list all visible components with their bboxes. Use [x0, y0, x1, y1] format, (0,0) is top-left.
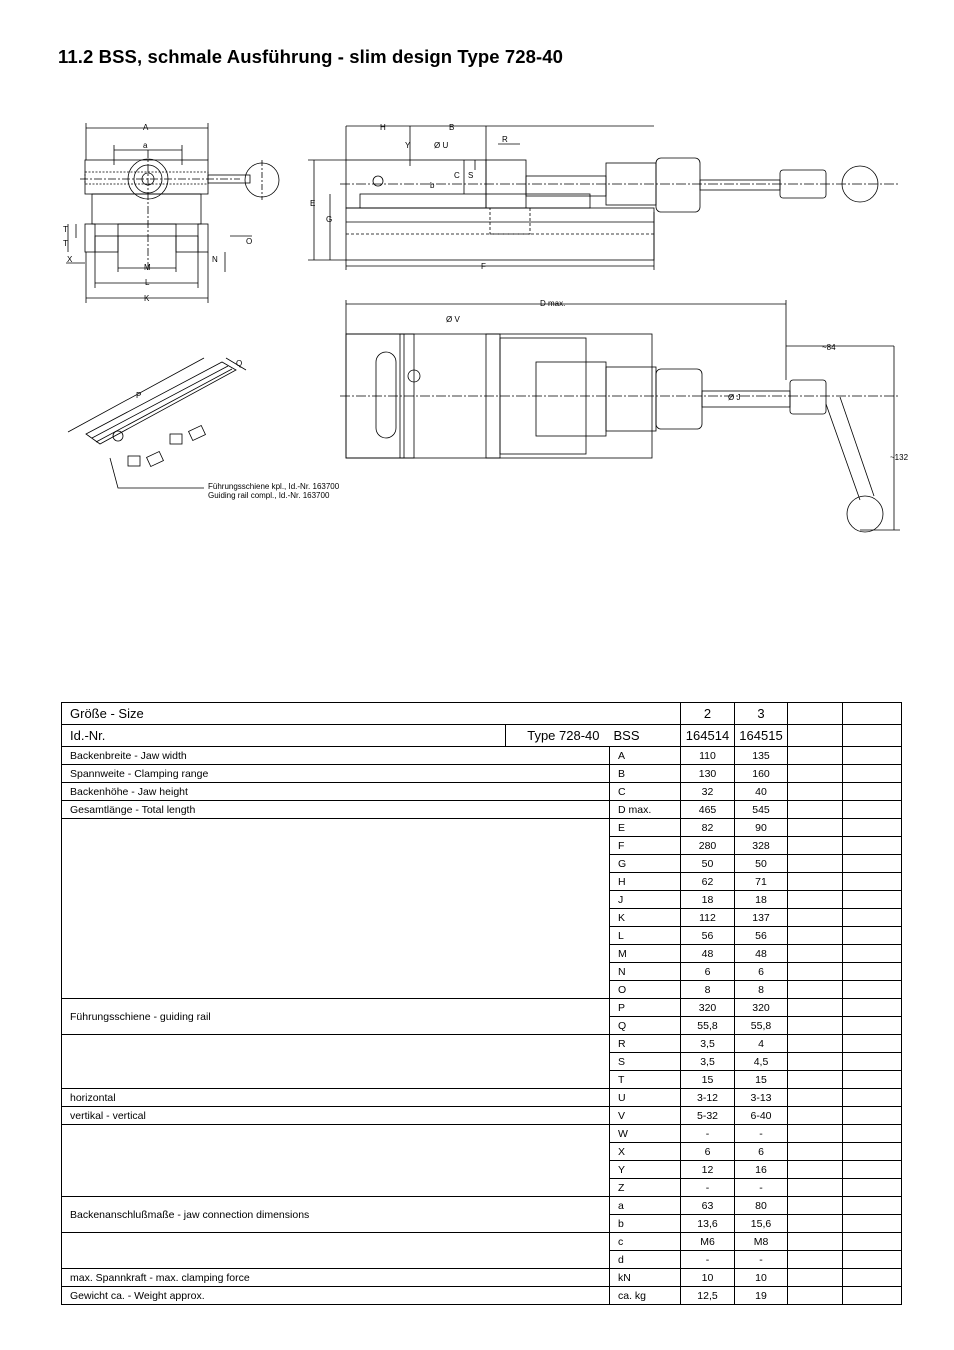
empty-cell [788, 1107, 843, 1125]
empty-cell [788, 747, 843, 765]
row-code: G [610, 855, 681, 873]
row-code: F [610, 837, 681, 855]
empty-cell [843, 837, 902, 855]
value-size-2: 12,5 [681, 1287, 735, 1305]
label-a: a [143, 141, 148, 150]
row-code: E [610, 819, 681, 837]
row-code: d [610, 1251, 681, 1269]
value-size-3: 56 [735, 927, 788, 945]
empty-cell [843, 1179, 902, 1197]
row-description: Backenbreite - Jaw width [62, 747, 610, 765]
value-size-3: 6-40 [735, 1107, 788, 1125]
empty-cell [788, 1251, 843, 1269]
value-size-3: 4,5 [735, 1053, 788, 1071]
row-description: Backenanschlußmaße - jaw connection dimensions [62, 1197, 610, 1233]
label-B: B [449, 123, 455, 132]
value-size-2: 130 [681, 765, 735, 783]
row-code: ca. kg [610, 1287, 681, 1305]
empty-cell [843, 725, 902, 747]
value-size-2: 82 [681, 819, 735, 837]
row-code: S [610, 1053, 681, 1071]
empty-cell [788, 837, 843, 855]
empty-cell [788, 725, 843, 747]
empty-cell [843, 1251, 902, 1269]
empty-cell [843, 1143, 902, 1161]
table-row [62, 1089, 902, 1107]
empty-cell [843, 1197, 902, 1215]
empty-cell [788, 999, 843, 1017]
table-row [62, 1287, 902, 1305]
empty-cell [788, 819, 843, 837]
row-code: V [610, 1107, 681, 1125]
row-description: Gesamtlänge - Total length [62, 801, 610, 819]
row-code: C [610, 783, 681, 801]
empty-cell [788, 1143, 843, 1161]
row-code: X [610, 1143, 681, 1161]
value-size-2: M6 [681, 1233, 735, 1251]
empty-cell [788, 855, 843, 873]
label-b: b [430, 181, 435, 190]
value-size-2: 12 [681, 1161, 735, 1179]
empty-cell [843, 1053, 902, 1071]
empty-cell [843, 963, 902, 981]
empty-cell [843, 747, 902, 765]
empty-cell [788, 1287, 843, 1305]
value-size-2: - [681, 1251, 735, 1269]
row-code: Q [610, 1017, 681, 1035]
empty-cell [788, 783, 843, 801]
label-H: H [380, 123, 386, 132]
value-size-3: 10 [735, 1269, 788, 1287]
row-code: L [610, 927, 681, 945]
label-132: ~132 [890, 453, 909, 462]
row-code: K [610, 909, 681, 927]
value-size-3: M8 [735, 1233, 788, 1251]
value-size-2: 112 [681, 909, 735, 927]
value-size-2: 280 [681, 837, 735, 855]
row-code: N [610, 963, 681, 981]
value-size-3: 15,6 [735, 1215, 788, 1233]
table-row [62, 747, 902, 765]
empty-cell [788, 765, 843, 783]
value-size-2: 3-12 [681, 1089, 735, 1107]
value-size-3: 545 [735, 801, 788, 819]
empty-cell [788, 1071, 843, 1089]
label-K: K [144, 294, 150, 303]
empty-cell [788, 703, 843, 725]
value-size-2: 110 [681, 747, 735, 765]
guiding-rail [68, 358, 246, 488]
empty-cell [788, 1017, 843, 1035]
value-size-3: 6 [735, 963, 788, 981]
value-size-3: 40 [735, 783, 788, 801]
row-code: b [610, 1215, 681, 1233]
value-size-2: 3,5 [681, 1053, 735, 1071]
label-Dmax: D max. [540, 299, 566, 308]
empty-cell [788, 1125, 843, 1143]
id-row [62, 725, 902, 747]
value-size-3: 19 [735, 1287, 788, 1305]
value-size-2: 465 [681, 801, 735, 819]
value-size-2: 32 [681, 783, 735, 801]
label-V: Ø V [446, 315, 460, 324]
empty-cell [788, 963, 843, 981]
empty-cell [843, 1071, 902, 1089]
value-size-3: 16 [735, 1161, 788, 1179]
empty-cell [843, 1215, 902, 1233]
label-O: O [246, 237, 253, 246]
row-description: Spannweite - Clamping range [62, 765, 610, 783]
value-size-3: 8 [735, 981, 788, 999]
value-size-3: 71 [735, 873, 788, 891]
empty-cell [843, 873, 902, 891]
table-row [62, 1269, 902, 1287]
label-F: F [481, 262, 486, 271]
value-size-2: 8 [681, 981, 735, 999]
dimensions-table [61, 702, 902, 1305]
row-code: Y [610, 1161, 681, 1179]
value-size-2: 48 [681, 945, 735, 963]
empty-cell [788, 927, 843, 945]
label-S: S [468, 171, 474, 180]
row-code: B [610, 765, 681, 783]
value-size-2: 10 [681, 1269, 735, 1287]
empty-cell [788, 801, 843, 819]
value-size-2: 6 [681, 963, 735, 981]
label-A: A [143, 123, 149, 132]
value-size-2: 18 [681, 891, 735, 909]
value-size-3: 18 [735, 891, 788, 909]
empty-cell [843, 783, 902, 801]
table-row [62, 1125, 902, 1143]
empty-cell [843, 855, 902, 873]
empty-cell [843, 1089, 902, 1107]
empty-cell [788, 1035, 843, 1053]
empty-cell [788, 1089, 843, 1107]
value-size-2: 5-32 [681, 1107, 735, 1125]
value-size-2: 3,5 [681, 1035, 735, 1053]
value-size-2: - [681, 1125, 735, 1143]
table-row [62, 819, 902, 837]
size-label: Größe - Size [62, 703, 681, 725]
label-X: X [67, 255, 73, 264]
label-L: L [145, 278, 150, 287]
row-code: A [610, 747, 681, 765]
value-size-2: 56 [681, 927, 735, 945]
row-code: kN [610, 1269, 681, 1287]
rail-caption-line1: Führungsschiene kpl., Id.-Nr. 163700 [208, 482, 340, 491]
table-row [62, 783, 902, 801]
empty-cell [843, 801, 902, 819]
value-size-2: 63 [681, 1197, 735, 1215]
id-164514: 164514 [681, 725, 735, 747]
value-size-2: 50 [681, 855, 735, 873]
row-code: P [610, 999, 681, 1017]
table-row [62, 801, 902, 819]
value-size-3: 160 [735, 765, 788, 783]
value-size-3: 137 [735, 909, 788, 927]
row-description: max. Spannkraft - max. clamping force [62, 1269, 610, 1287]
row-code: U [610, 1089, 681, 1107]
value-size-3: 3-13 [735, 1089, 788, 1107]
row-description [62, 819, 610, 999]
empty-cell [843, 909, 902, 927]
empty-cell [788, 1197, 843, 1215]
bss-label: BSS [610, 725, 681, 747]
id-label: Id.-Nr. [62, 725, 506, 747]
empty-cell [843, 1233, 902, 1251]
size-3: 3 [735, 703, 788, 725]
side-view [308, 126, 900, 270]
size-row [62, 703, 902, 725]
id-164515: 164515 [735, 725, 788, 747]
value-size-3: - [735, 1251, 788, 1269]
value-size-3: 320 [735, 999, 788, 1017]
value-size-2: 320 [681, 999, 735, 1017]
label-E: E [310, 199, 316, 208]
row-description: Führungsschiene - guiding rail [62, 999, 610, 1035]
value-size-3: 50 [735, 855, 788, 873]
label-T2: T [63, 239, 68, 248]
empty-cell [843, 819, 902, 837]
size-2: 2 [681, 703, 735, 725]
type-label: Type 728-40 [506, 725, 610, 747]
label-C: C [454, 171, 460, 180]
rail-caption-line2: Guiding rail compl., Id.-Nr. 163700 [208, 491, 330, 500]
row-code: c [610, 1233, 681, 1251]
empty-cell [788, 1233, 843, 1251]
value-size-3: 80 [735, 1197, 788, 1215]
empty-cell [788, 1179, 843, 1197]
value-size-3: 6 [735, 1143, 788, 1161]
empty-cell [843, 703, 902, 725]
empty-cell [843, 1017, 902, 1035]
value-size-2: 6 [681, 1143, 735, 1161]
label-84: ~84 [822, 343, 836, 352]
technical-drawing [0, 0, 954, 560]
value-size-2: 55,8 [681, 1017, 735, 1035]
table-row [62, 1197, 902, 1215]
table-row [62, 765, 902, 783]
empty-cell [843, 891, 902, 909]
value-size-3: 55,8 [735, 1017, 788, 1035]
front-view [66, 123, 279, 303]
empty-cell [788, 981, 843, 999]
empty-cell [843, 1269, 902, 1287]
row-description: horizontal [62, 1089, 610, 1107]
value-size-3: 4 [735, 1035, 788, 1053]
row-code: Z [610, 1179, 681, 1197]
label-P: P [136, 391, 142, 400]
value-size-2: - [681, 1179, 735, 1197]
row-description: vertikal - vertical [62, 1107, 610, 1125]
row-code: D max. [610, 801, 681, 819]
empty-cell [843, 1161, 902, 1179]
empty-cell [843, 765, 902, 783]
label-R: R [502, 135, 508, 144]
empty-cell [788, 909, 843, 927]
row-code: M [610, 945, 681, 963]
row-description: Backenhöhe - Jaw height [62, 783, 610, 801]
top-view [340, 300, 900, 532]
value-size-3: 90 [735, 819, 788, 837]
label-T1: T [63, 225, 68, 234]
empty-cell [788, 945, 843, 963]
value-size-3: - [735, 1125, 788, 1143]
empty-cell [788, 1161, 843, 1179]
empty-cell [788, 1269, 843, 1287]
value-size-3: - [735, 1179, 788, 1197]
empty-cell [843, 1035, 902, 1053]
empty-cell [843, 999, 902, 1017]
row-code: J [610, 891, 681, 909]
row-description: Gewicht ca. - Weight approx. [62, 1287, 610, 1305]
empty-cell [843, 1107, 902, 1125]
empty-cell [788, 873, 843, 891]
table-row [62, 999, 902, 1017]
page-title: 11.2 BSS, schmale Ausführung - slim design Type 728-40 [58, 46, 564, 67]
label-Y: Y [405, 141, 411, 150]
row-description [62, 1233, 610, 1269]
value-size-2: 15 [681, 1071, 735, 1089]
empty-cell [788, 1215, 843, 1233]
empty-cell [843, 1287, 902, 1305]
empty-cell [788, 1053, 843, 1071]
label-M: M [144, 263, 151, 272]
table-row [62, 1035, 902, 1053]
table-row [62, 1233, 902, 1251]
value-size-3: 328 [735, 837, 788, 855]
empty-cell [843, 945, 902, 963]
value-size-2: 62 [681, 873, 735, 891]
row-code: R [610, 1035, 681, 1053]
value-size-3: 135 [735, 747, 788, 765]
row-code: a [610, 1197, 681, 1215]
value-size-3: 15 [735, 1071, 788, 1089]
row-code: O [610, 981, 681, 999]
label-U: Ø U [434, 141, 449, 150]
label-Q: Q [236, 359, 243, 368]
empty-cell [843, 981, 902, 999]
label-J: Ø J [728, 393, 741, 402]
rail-caption [208, 482, 339, 500]
value-size-3: 48 [735, 945, 788, 963]
empty-cell [788, 891, 843, 909]
row-description [62, 1035, 610, 1089]
row-code: H [610, 873, 681, 891]
empty-cell [843, 927, 902, 945]
row-code: T [610, 1071, 681, 1089]
empty-cell [843, 1125, 902, 1143]
row-description [62, 1125, 610, 1197]
value-size-2: 13,6 [681, 1215, 735, 1233]
label-G: G [326, 215, 333, 224]
table-row [62, 1107, 902, 1125]
row-code: W [610, 1125, 681, 1143]
label-N: N [212, 255, 218, 264]
